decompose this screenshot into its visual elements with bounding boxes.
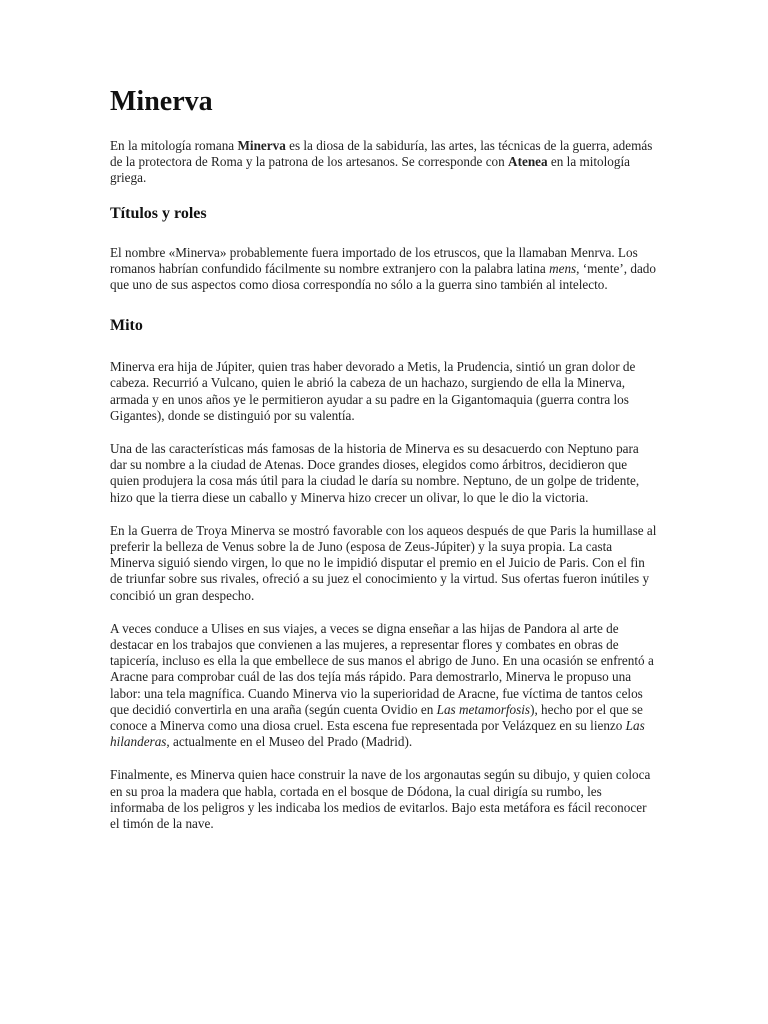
document-body (110, 84, 658, 832)
titulos-italic-mens: mens (549, 260, 577, 276)
intro-bold-minerva: Minerva (237, 138, 286, 153)
mito-paragraph-1: Minerva era hija de Júpiter, quien tras haber devorado a Metis, la Prudencia, sintió un gran dolor de cabeza. Recurrió a Vulcano, quien le abrió la cabeza de un hachazo, surgiendo de ella la Minerva, armada y en unos años ye le permitieron ayudar a su padre en la Gigantomaquia (guerra contra los Gigantes), donde se distinguió por su valentía. (110, 359, 636, 423)
titulos-paragraph (110, 245, 658, 294)
mito-paragraph-3: En la Guerra de Troya Minerva se mostró favorable con los aqueos después de que Paris la humillase al preferir la belleza de Venus sobre la de Juno (esposa de Zeus-Júpiter) y la suya propia. La casta Minerva siguió siendo virgen, lo que no le impidió disputar el premio en el Juicio de Paris. Con el fin de triunfar sobre sus rivales, ofreció a su juez el conocimiento y la virtud. Sus ofertas fueron inútiles y concibió un gran despecho. (110, 522, 657, 603)
mito-p4-text-3: , actualmente en el Museo del Prado (Madrid). (166, 734, 413, 750)
section-heading-mito: Mito (110, 317, 143, 335)
intro-text-3: en la mitología griega. (110, 154, 631, 186)
intro-text-1: En la mitología romana (110, 138, 238, 153)
mito-p4-text-2: ), hecho por el que se conoce a Minerva como una diosa cruel. Esta escena fue representada por Velázquez en su lienzo (110, 701, 643, 734)
page-title: Minerva (110, 86, 213, 117)
mito-p4-italic-hilanderas: Las hilanderas (110, 718, 645, 750)
mito-paragraph-4 (110, 621, 658, 751)
intro-bold-atenea: Atenea (508, 154, 548, 170)
mito-p4-italic-metamorfosis: Las metamorfosis (436, 701, 531, 717)
intro-paragraph (110, 138, 658, 187)
titulos-text-1: El nombre «Minerva» probablemente fuera importado de los etruscos, que la llamaban Menrva. Los romanos habrían confundido fácilmente su nombre extranjero con la palabra latina (110, 244, 638, 276)
mito-paragraph-2: Una de las características más famosas de la historia de Minerva es su desacuerdo con Neptuno para dar su nombre a la ciudad de Atenas. Doce grandes dioses, elegidos como árbitros, decidieron que quien produjera la cosa más útil para la ciudad le daría su nombre. Neptuno, de un golpe de tridente, hizo que la tierra diese un caballo y Minerva hizo crecer un olivar, lo que le dio la victoria. (110, 441, 640, 505)
mito-paragraph-5: Finalmente, es Minerva quien hace construir la nave de los argonautas según su dibujo, y quien coloca en su proa la madera que habla, cortada en el bosque de Dódona, la cual dirigía su rumbo, les informaba de los peligros y les indicaba los medios de evitarlos. Bajo esta metáfora es fácil reconocer el timón de la nave. (110, 767, 651, 832)
mito-p4-text-1: A veces conduce a Ulises en sus viajes, a veces se digna enseñar a las hijas de Pandora al arte de destacar en los trabajos que convienen a las mujeres, a representar flores y combates en obras de tapicería, incluso es ella la que embellece de sus manos el abrigo de Juno. En una ocasión se enfrentó a Aracne para comprobar cuál de las dos tejía más rápido. Para demostrarlo, Minerva le propuso una labor: una tela magnífica. Cuando Minerva vio la superioridad de Aracne, fue víctima de tantos celos que decidió convertirla en una araña (según cuenta Ovidio en (110, 620, 654, 717)
titulos-text-2: , ‘mente’, dado que uno de sus aspectos como diosa correspondía no sólo a la guerra sino también al intelecto. (110, 260, 656, 293)
intro-text-2: es la diosa de la sabiduría, las artes, las técnicas de la guerra, además de la protectora de Roma y la patrona de los artesanos. Se corresponde con (110, 138, 653, 170)
section-heading-titulos: Títulos y roles (110, 204, 207, 222)
